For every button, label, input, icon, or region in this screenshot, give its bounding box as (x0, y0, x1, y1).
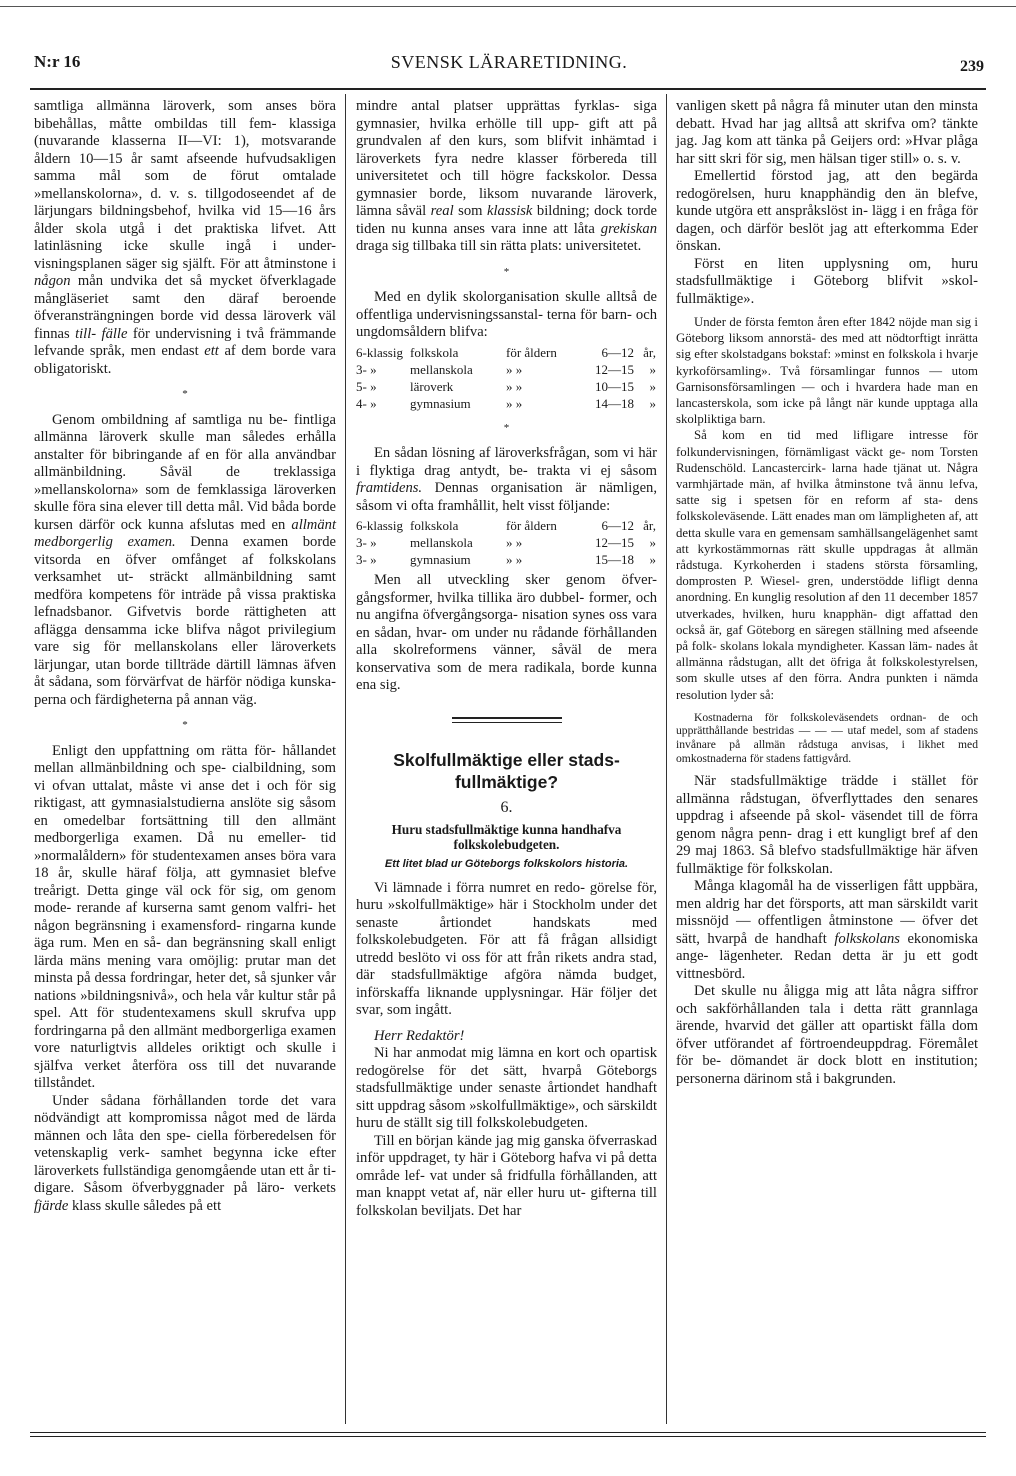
table-cell: » » (506, 552, 523, 567)
footer-rule (30, 1436, 986, 1437)
table-cell: » (649, 535, 656, 550)
paragraph: Under sådana förhållanden torde det vara nödvändigt att kompromissa något med de lärda männen och låta den spe- ciella förberedelsen för vetenskaplig verk- samhet begynna icke efter läroverkets fullständiga genomgående utan ett år ti- digare. Såsom öfverbyggnader på läro- verkets fjärde klass skulle således på ett (34, 1092, 336, 1214)
paragraph: Vi lämnade i förra numret en redo- görelse för, huru »skolfullmäktige» här i Stockholm under det senaste årtiondet handskats med folkskolebudgeten. För att få frågan allsidigt utredd beslöto vi oss för att från rikets andra stad, där stadsfullmäktige afgöra nämda budget, införskaffa liknande upplysningar. Här följer det svar, som ingått. (356, 879, 657, 1018)
paragraph: Men all utveckling sker genom öfver- gångsformer, hvilka tillika äro dubbel- former, och nu angifna öfvergångsorga- nisation synes oss vara en sådan, hvar- om under nu rådande förhållanden alla skolreformens vänner, såväl de mera konservativa som de mera radikala, borde kunna ena sig. (356, 572, 657, 693)
section-star: * (182, 388, 188, 400)
paragraph: Emellertid förstod jag, att den begärda redogörelsen, huru knapphändig den än blefve, kunde utgöra ett anspråkslöst in- lägg i en fråga för dagen, och därför beslöt jag att efterkomma Eder önskan. (676, 168, 978, 254)
school-table-1 (356, 344, 657, 412)
table-cell: mellanskola (410, 535, 473, 550)
article-subtitle-italic: Ett litet blad ur Göteborgs folkskolors historia. (384, 858, 629, 870)
section-rule (452, 717, 562, 719)
column-divider-2 (666, 94, 667, 1424)
table-cell: 3- » (356, 552, 377, 567)
paragraph: Först en liten upplysning om, huru stadsfullmäktige i Göteborg blifvit »skol- fullmäktige». (676, 255, 978, 307)
table-cell: » (649, 361, 656, 377)
table-cell: 3- » (356, 535, 377, 550)
paragraph: Enligt den uppfattning om rätta för- hållandet mellan allmänbildning och spe- cialbildning, som vi ofvan uttalat, måste vi anse det i och för sig riktigast, att gymnasialstudierna anslöte sig såsom en omedelbar fortsättning till den allmänt medborgerliga examen. Då nu emeller- tid »normalåldern» för studentexamen anses böra vara 18 år, skulle häraf följa, att gymnasiet blefve treårigt. Detta ginge väl ock för sig, om genom mode- rerande af kurserna samt genom valfri- het någon begränsning i examensford- ringarna kunde äga rum. Men en så- dan begränsning skall enligt lärda mäns mening vara omöjlig: prutar man det minsta på dessa fordringar, heter det, så sjunker vår nations »bildningsnivå», och hela vår kultur står på spel. Att för studentexamens skull skrufva upp fordringarna på den allmänt medborgerliga examen vore naturligtvis alldeles oriktigt och skulle i själfva verket återföra oss till det nuvarande tillståndet. (34, 742, 336, 1091)
quote: Kostnaderna för folkskoleväsendets ordnan- de och upprätthållande bestridas — — — utaf medel, som af stadens invånare på allmän rådstuga anvisas, i likhet med omkostnaderna för stadens fattigvård. (676, 710, 978, 765)
table-cell: 5- » (356, 378, 377, 394)
table-cell: 6—12 (601, 344, 634, 360)
table-cell: » » (506, 378, 523, 394)
column-1 (34, 98, 336, 1215)
table-cell: mellanskola (410, 361, 473, 377)
table-cell: år, (643, 344, 656, 360)
column-3 (676, 98, 978, 1088)
table-cell: gymnasium (410, 395, 471, 411)
paragraph: Ni har anmodat mig lämna en kort och opartisk redogörelse för det sätt, hvarpå Göteborgs stadsfullmäktige under senaste årtiondet handhaft sitt uppdrag såsom »skolfullmäktige», och särskildt huru de ställt sig till folkskolebudgeten. (356, 1045, 657, 1131)
table-row (356, 395, 657, 412)
table-row (356, 551, 657, 568)
paragraph-small: Så kom en tid med lifligare intresse för folkundervisningen, förnämligast väckt ge- nom Torsten Rudenschöld. Lancastercirk- larna hade tjänat ut. Några varmhjärtade män, af hvilka åtminstone två ännu lefva, satte sig i spetsen för en reform af sta- dens folkskoleväsende. Lätt enades man om lämpligheten af, att detta skulle vara en gemensam samhällsangelägenhet samt att kyrkostämmornas rätt skulle uppdragas åt allmän rådstuga. Kyrkoherden i stadens största församling, domprosten P. Wiesel- gren, understödde lifligt denna anordning. En kunglig resolution af den 11 december 1857 utverkades, hvilken, huru knapphän- digt affattad den också är, gaf Göteborg en säregen ställning med afseende på folk- skolans lokala myndigheter. Kassan läm- nades åt allmänna rådstugan, allt det öfriga åt folkskolestyrelsen, som skulle utses af den förra. Andra punkten i nämda resolution lyder så: (676, 428, 978, 702)
table-row (356, 517, 657, 534)
table-cell: för åldern (506, 344, 557, 360)
journal-title: SVENSK LÄRARETIDNING. (390, 52, 628, 72)
paragraph: mindre antal platser upprättas fyrklas- siga gymnasier, hvilka erhölle till upp- gift att på grundvalen af den kurs, som blifvit inhämtad i läroverkets fyra nedre klasser förbereda till universitetet och till högre fackskolor. Dessa gymnasier borde, liksom nuvarande läroverk, lämna såväl real som klassisk bildning; dock torde tiden nu kunna anses vara inne att låta grekiskan draga sig tillbaka till sin rätta plats: universitetet. (356, 98, 657, 254)
table-cell: 4- » (356, 395, 377, 411)
table-cell: » (649, 378, 656, 394)
page-number: 239 (960, 58, 984, 75)
column-2 (356, 98, 657, 1220)
school-table-2 (356, 517, 657, 568)
table-cell: 14—18 (595, 395, 634, 411)
table-cell: 6—12 (601, 518, 634, 533)
paragraph: Med en dylik skolorganisation skulle alltså de offentliga undervisningssanstal- terna för barn- och ungdomsåldern blifva: (356, 289, 657, 340)
footer-rule (30, 1432, 986, 1433)
section-star: * (503, 265, 510, 278)
header-rule (30, 88, 986, 90)
table-cell: » (649, 552, 656, 567)
paragraph: samtliga allmänna läroverk, som anses böra bibehållas, måtte ombildas till fem- klassiga (nuvarande klasserna II—VI: 1), motsvarande åldern 10—15 år samt afseende hufvudsakligen samma mål som de förut omtalade »mellanskolorna», d. v. s. tillgodoseendet af de lärjungars bildningsbehof, hvilka vid 15—16 års ålder skola utgå i det praktiska lifvet. Att latinläsning icke skulle ingå i under- visningsplanen säger sig själft. För att åtminstone i någon mån undvika det så mycket öfverklagade mångläseriet samt den däraf beroende öfveransträngningen borde vid dessa läroverk väl finnas till- fälle för undervisning i två främmande lefvande språk, men endast ett af dem borde vara obligatoriskt. (34, 98, 336, 377)
column-divider-1 (345, 94, 346, 1424)
paragraph: vanligen skett på några få minuter utan den minsta debatt. Hvad har jag alltså att skrifva om? tänkte jag. Jag kom att tänka på Geijers ord: »Hvar plåga har sitt skri för sig, men hälsan tiger still» o. s. v. (676, 98, 978, 167)
table-row (356, 534, 657, 551)
section-star: * (503, 421, 510, 434)
paragraph: Till en början kände jag mig ganska öfverraskad inför uppdraget, ty här i Göteborg hafva vi på detta område lef- vat under så fridfulla förhållanden, att man knappt vetat af, när eller huru ut- gifterna till folkskolan beviljats. Det har (356, 1132, 657, 1219)
section-number: 6. (500, 798, 513, 816)
paragraph: När stadsfullmäktige trädde i stället för allmänna rådstugan, öfverflyttades den senares uppdrag i afseende på skol- väsendet till de förra genom några penn- drag i ett kungligt bref af den 29 maj 1863. Så blefvo stadsfullmäktige här äfven fullmäktige för folkskolan. (676, 773, 978, 877)
issue-number: N:r 16 (34, 52, 81, 71)
table-cell: gymnasium (410, 552, 471, 567)
top-edge-line (0, 6, 1016, 7)
table-cell: » (649, 395, 656, 411)
paragraph-small: Under de första femton åren efter 1842 nöjde man sig i Göteborg liksom annorstä- des med att nödtorftigt inrätta sig efter skolstadgans bokstaf: »minst en folkskola i hvarje kyrkoförsamling». Två församlingar funnos — utom Garnisonsförsamlingen — och i hvardera hade man en lancasterskola, som icke på långt när kunde upptaga alla skolpliktiga barn. (676, 315, 978, 427)
table-cell: 6-klassig (356, 518, 403, 533)
paragraph: Många klagomål ha de visserligen fått uppbära, men aldrig har det försports, att man särskildt varit missnöjd — offentligen åtminstone — öfver det sätt, hvarpå de handhaft folkskolans ekonomiska ange- lägenheter. Redan detta är ju ett godt vittnesbörd. (676, 878, 978, 982)
table-cell: 12—15 (595, 535, 634, 550)
table-cell: år, (643, 518, 656, 533)
salutation: Herr Redaktör! (374, 1027, 465, 1044)
table-cell: 10—15 (595, 378, 634, 394)
table-row (356, 361, 657, 378)
section-title: Skolfullmäktige eller stads- fullmäktige? (393, 749, 620, 792)
table-cell: läroverk (410, 378, 454, 394)
table-cell: 15—18 (595, 552, 634, 567)
table-cell: för åldern (506, 518, 557, 533)
section-star: * (182, 719, 188, 731)
table-row (356, 344, 657, 361)
section-rule (452, 722, 562, 723)
table-cell: 6-klassig (356, 344, 403, 360)
table-row (356, 378, 657, 395)
table-cell: folkskola (410, 518, 459, 533)
table-cell: 3- » (356, 361, 377, 377)
paragraph: Genom ombildning af samtliga nu be- fintliga allmänna läroverk skulle man således erhålla anstalter för bibringande af en för alla användbar allmänbildning. Såväl de treklassiga »mellanskolorna» som de femklassiga läroverken skulle föra sina elever till detta mål. Vid båda borde kursen därför ock kunna afslutas med en allmänt medborgerlig examen. Denna examen borde vitsorda en öfver omfånget af folkskolans verksamhet ut- sträckt allmänbildning samt medföra kompetens för inträde på vissa praktiska lefnadsbanor. Gifvetvis borde rättigheten att aflägga densamma icke blifva något privilegium vare sig för mellanskolans eller läroverkets lärjungar, utan borde tillträde därtill lämnas äfven åt sådana, som förvärfvat de härför nödiga kunska- perna och färdigheterna på annan väg. (34, 411, 336, 708)
article-subtitle: Huru stadsfullmäktige kunna handhafva folkskolebudgeten. (391, 822, 622, 852)
table-cell: » » (506, 535, 523, 550)
page-header (34, 52, 984, 82)
paragraph: En sådan lösning af läroverksfrågan, som vi här i flyktiga drag antydt, be- trakta vi ej såsom framtidens. Dennas organisation är nämligen, såsom vi ofta framhållit, helt visst följande: (356, 445, 657, 514)
table-cell: » » (506, 395, 523, 411)
table-cell: » » (506, 361, 523, 377)
paragraph: Det skulle nu åligga mig att låta några siffror och sakförhållanden tala i detta rätt grannlaga ärende, hvarvid det gäller att opartiskt fälla dom öfver utförandet af förtroendeuppdrag. Föremålet för be- dömandet är dock blott en institution; personerna därinom stå i bakgrunden. (676, 983, 978, 1087)
table-cell: 12—15 (595, 361, 634, 377)
table-cell: folkskola (410, 344, 459, 360)
